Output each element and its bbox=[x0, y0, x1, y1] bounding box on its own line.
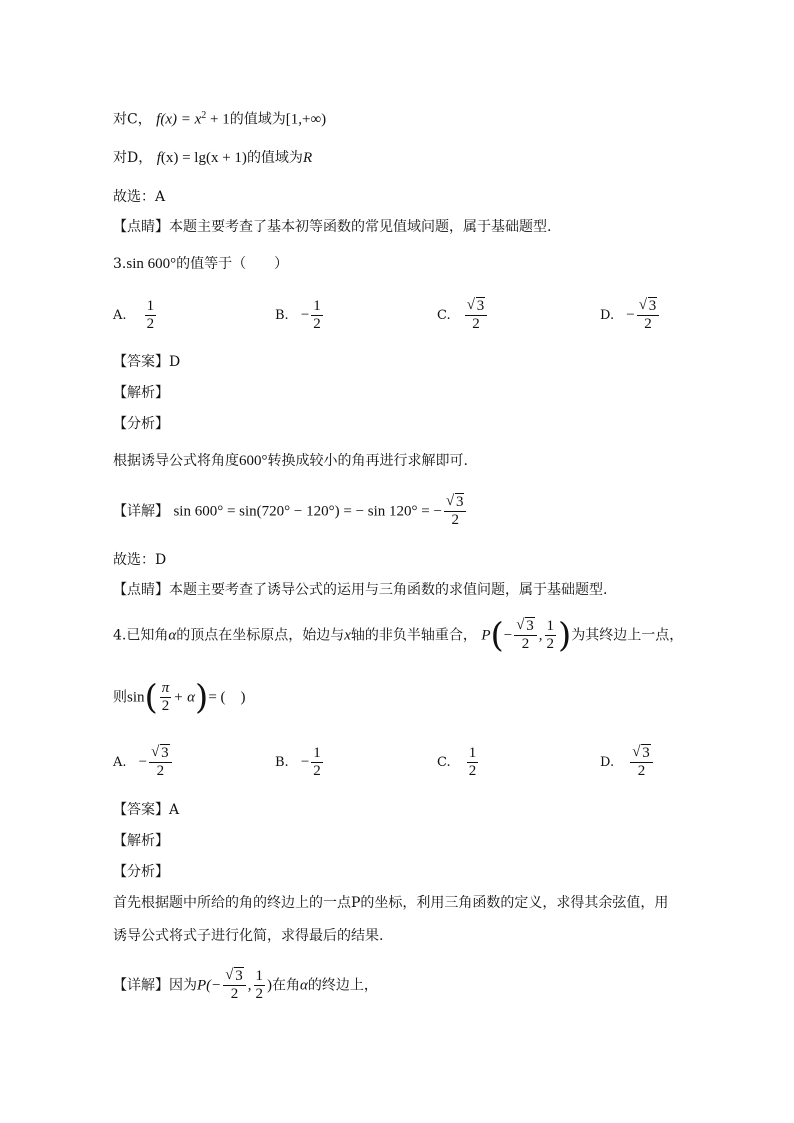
q4-analysis-heading: 【解析】 bbox=[113, 833, 169, 849]
q3-analysis-sub: 【分析】 bbox=[113, 416, 169, 432]
q4-option-a: A. − √ $\frac{3}{2}$ bbox=[113, 745, 174, 780]
q4-detail: 【详解】因为P(− √ $\frac{3}{2}$ , $\frac{1}{2}$ )在角α的终边上， bbox=[113, 968, 378, 1003]
q3-option-c: C. √ $\frac{3}{2}$ bbox=[437, 298, 489, 333]
line-d-range: 对D， f(x) = lg(x + 1)的值域为R bbox=[113, 150, 313, 166]
q3-select: 故选：D bbox=[113, 552, 167, 568]
q3-detail: 【详解】 sin 600° = sin(720° − 120°) = − sin 120° = − √ $\frac{3}{2}$ bbox=[113, 494, 468, 529]
question-4-expression: 则sin( $\frac{\pi}{2}$ + α)= ( ) bbox=[113, 677, 246, 718]
q3-analysis-heading: 【解析】 bbox=[113, 385, 169, 401]
q4-option-c: C. $\frac{1}{2}$ bbox=[437, 745, 477, 779]
answer-select-a: 故选：A bbox=[113, 189, 166, 205]
comment-q2: 【点睛】本题主要考查了基本初等函数的常见值域问题，属于基础题型. bbox=[113, 219, 552, 235]
q3-answer: 【答案】D bbox=[113, 354, 181, 370]
q4-analysis-sub: 【分析】 bbox=[113, 864, 169, 880]
q4-option-d: D. √ $\frac{3}{2}$ bbox=[600, 745, 655, 780]
q3-option-a: A. $\frac{1}{2}$ bbox=[113, 298, 155, 332]
q3-option-b: B. − $\frac{1}{2}$ bbox=[275, 298, 321, 332]
question-4: 4.已知角α的顶点在坐标原点，始边与x轴的非负半轴重合， P(− √ $\frac{3}{2}$ , $\frac{1}{2}$ )为其终边上一点， bbox=[113, 618, 683, 653]
q4-analysis-text-2: 诱导公式将式子进行化简，求得最后的结果. bbox=[113, 928, 384, 944]
q3-analysis-text: 根据诱导公式将角度600°转换成较小的角再进行求解即可. bbox=[113, 453, 468, 469]
q4-analysis-text-1: 首先根据题中所给的角的终边上的一点P的坐标，利用三角函数的定义，求得其余弦值，用 bbox=[113, 895, 669, 911]
q3-comment: 【点睛】本题主要考查了诱导公式的运用与三角函数的求值问题，属于基础题型. bbox=[113, 582, 608, 598]
q3-option-d: D. − √ $\frac{3}{2}$ bbox=[600, 298, 661, 333]
q4-option-b: B. − $\frac{1}{2}$ bbox=[275, 745, 321, 779]
line-c-range: 对C， $f(x) = x^2 + 1$的值域为[1,+∞) bbox=[113, 110, 327, 128]
question-3: 3.sin 600°的值等于（ ） bbox=[113, 256, 289, 272]
q4-answer: 【答案】A bbox=[113, 802, 180, 818]
